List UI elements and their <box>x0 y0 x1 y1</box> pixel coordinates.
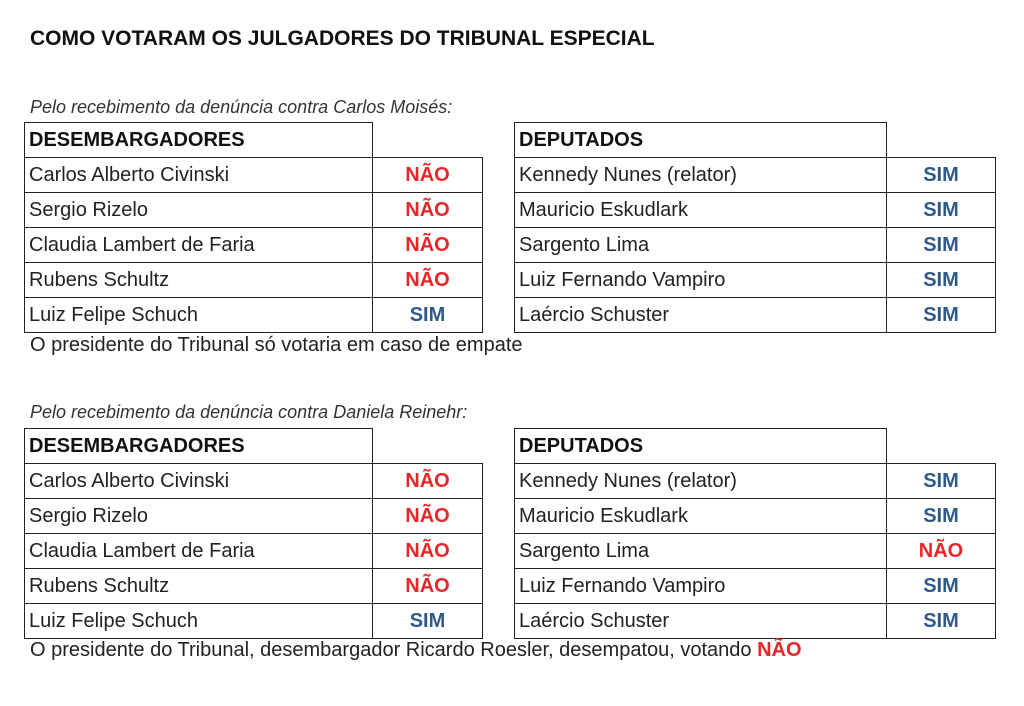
judge-name: Claudia Lambert de Faria <box>25 534 373 569</box>
judge-name: Claudia Lambert de Faria <box>25 228 373 263</box>
deputy-name: Luiz Fernando Vampiro <box>515 569 887 604</box>
table-row <box>25 263 483 298</box>
vote-cell: SIM <box>373 298 483 333</box>
vote-cell: NÃO <box>373 263 483 298</box>
deputy-name: Laércio Schuster <box>515 298 887 333</box>
judge-name: Luiz Felipe Schuch <box>25 604 373 639</box>
table-row <box>515 158 996 193</box>
section-2-deputados-table <box>514 428 996 639</box>
deputy-name: Sargento Lima <box>515 228 887 263</box>
judge-name: Rubens Schultz <box>25 263 373 298</box>
vote-cell: NÃO <box>373 534 483 569</box>
judge-name: Rubens Schultz <box>25 569 373 604</box>
table-row <box>25 464 483 499</box>
blank-cell <box>373 123 483 158</box>
vote-cell: NÃO <box>373 158 483 193</box>
note-text: O presidente do Tribunal, desembargador Ricardo Roesler, desempatou, votando <box>30 639 758 661</box>
table-row <box>515 464 996 499</box>
table-row <box>515 534 996 569</box>
vote-cell: SIM <box>887 499 996 534</box>
vote-cell: NÃO <box>887 534 996 569</box>
desembargadores-header: DESEMBARGADORES <box>25 123 373 158</box>
section-1-desembargadores-table <box>24 122 483 333</box>
table-row <box>515 604 996 639</box>
judge-name: Luiz Felipe Schuch <box>25 298 373 333</box>
blank-cell <box>887 123 996 158</box>
table-header-row <box>515 123 996 158</box>
document-title: COMO VOTARAM OS JULGADORES DO TRIBUNAL ESPECIAL <box>30 27 655 50</box>
deputados-header: DEPUTADOS <box>515 429 887 464</box>
table-row <box>515 298 996 333</box>
blank-cell <box>887 429 996 464</box>
deputy-name: Kennedy Nunes (relator) <box>515 158 887 193</box>
vote-cell: SIM <box>887 193 996 228</box>
deputy-name: Luiz Fernando Vampiro <box>515 263 887 298</box>
vote-cell: NÃO <box>373 499 483 534</box>
table-header-row <box>25 429 483 464</box>
vote-cell: SIM <box>887 158 996 193</box>
vote-cell: NÃO <box>373 193 483 228</box>
judge-name: Sergio Rizelo <box>25 499 373 534</box>
deputados-header: DEPUTADOS <box>515 123 887 158</box>
vote-cell: SIM <box>887 263 996 298</box>
table-row <box>515 228 996 263</box>
section-2-note <box>30 639 802 662</box>
table-row <box>515 193 996 228</box>
note-text: O presidente do Tribunal só votaria em caso de empate <box>30 334 523 356</box>
table-row <box>25 534 483 569</box>
deputy-name: Mauricio Eskudlark <box>515 193 887 228</box>
table-row <box>25 193 483 228</box>
table-row <box>25 298 483 333</box>
table-row <box>25 228 483 263</box>
vote-cell: SIM <box>887 464 996 499</box>
table-row <box>25 499 483 534</box>
vote-cell: SIM <box>373 604 483 639</box>
table-header-row <box>25 123 483 158</box>
table-row <box>515 499 996 534</box>
section-1-intro: Pelo recebimento da denúncia contra Carlos Moisés: <box>30 97 453 117</box>
table-row <box>515 263 996 298</box>
note-vote: NÃO <box>757 639 802 661</box>
deputy-name: Sargento Lima <box>515 534 887 569</box>
deputy-name: Laércio Schuster <box>515 604 887 639</box>
vote-cell: SIM <box>887 298 996 333</box>
section-1-deputados-table <box>514 122 996 333</box>
table-row <box>25 158 483 193</box>
deputy-name: Kennedy Nunes (relator) <box>515 464 887 499</box>
table-row <box>515 569 996 604</box>
vote-cell: SIM <box>887 569 996 604</box>
table-header-row <box>515 429 996 464</box>
vote-cell: NÃO <box>373 569 483 604</box>
section-1-note <box>30 334 523 357</box>
section-2-intro: Pelo recebimento da denúncia contra Daniela Reinehr: <box>30 402 468 422</box>
blank-cell <box>373 429 483 464</box>
table-row <box>25 569 483 604</box>
judge-name: Sergio Rizelo <box>25 193 373 228</box>
judge-name: Carlos Alberto Civinski <box>25 464 373 499</box>
judge-name: Carlos Alberto Civinski <box>25 158 373 193</box>
vote-cell: NÃO <box>373 464 483 499</box>
desembargadores-header: DESEMBARGADORES <box>25 429 373 464</box>
deputy-name: Mauricio Eskudlark <box>515 499 887 534</box>
vote-cell: NÃO <box>373 228 483 263</box>
section-2-desembargadores-table <box>24 428 483 639</box>
table-row <box>25 604 483 639</box>
vote-cell: SIM <box>887 604 996 639</box>
vote-cell: SIM <box>887 228 996 263</box>
